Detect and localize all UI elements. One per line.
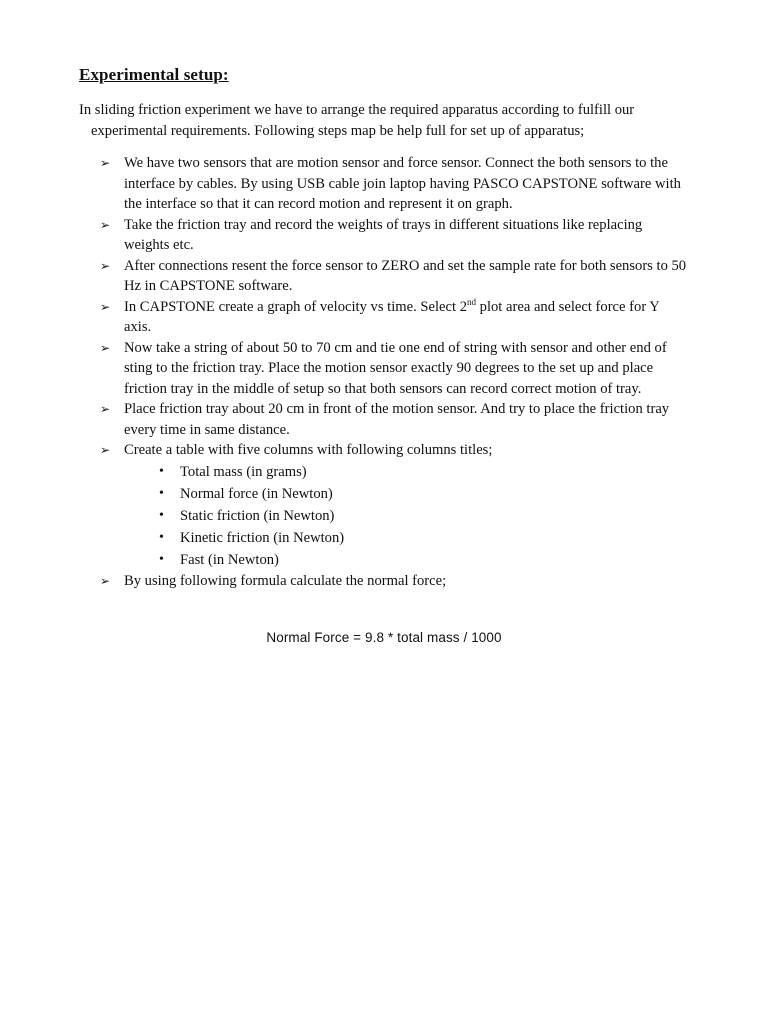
column-title-item <box>159 483 690 505</box>
column-title: Static friction (in Newton) <box>180 507 335 524</box>
intro-paragraph <box>79 100 679 141</box>
step-text: By using following formula calculate the normal force; <box>124 572 447 589</box>
table-columns-list <box>124 461 690 571</box>
intro-line-1: In sliding friction experiment we have to arrange the required apparatus according to fulfill our <box>79 102 635 118</box>
step-text-part: plot area and select force for Y axis. <box>124 298 660 335</box>
dot-bullet-icon: • <box>159 551 164 567</box>
dot-bullet-icon: • <box>159 507 164 523</box>
column-title-item <box>159 549 690 571</box>
arrow-bullet-icon: ➢ <box>100 217 111 232</box>
arrow-bullet-icon: ➢ <box>100 299 111 314</box>
normal-force-formula: Normal Force = 9.8 * total mass / 1000 <box>266 630 502 645</box>
step-text: After connections resent the force sensor to ZERO and set the sample rate for both sensors to 50 Hz in CAPSTONE software. <box>124 257 687 294</box>
arrow-bullet-icon: ➢ <box>100 443 111 457</box>
arrow-bullet-icon: ➢ <box>100 340 111 355</box>
dot-bullet-icon: • <box>159 485 164 501</box>
step-text: Create a table with five columns with following columns titles; <box>124 442 493 458</box>
step-item <box>100 440 690 571</box>
step-text: Take the friction tray and record the weights of trays in different situations like replacing weights etc. <box>124 216 643 253</box>
step-item <box>100 338 690 400</box>
step-item <box>100 215 690 256</box>
step-text: We have two sensors that are motion sensor and force sensor. Connect the both sensors to the interface by cables. By using USB cable join laptop having PASCO CAPSTONE software with the interface so that it can record motion and represent it on graph. <box>124 155 681 212</box>
step-item <box>100 256 690 297</box>
arrow-bullet-icon: ➢ <box>100 258 111 273</box>
arrow-bullet-icon: ➢ <box>100 402 111 416</box>
step-text: Place friction tray about 20 cm in front of the motion sensor. And try to place the friction tray every time in same distance. <box>124 401 670 438</box>
arrow-bullet-icon: ➢ <box>100 573 111 588</box>
column-title: Total mass (in grams) <box>180 463 307 480</box>
dot-bullet-icon: • <box>159 529 164 545</box>
column-title-item <box>159 505 690 527</box>
step-item <box>100 399 690 440</box>
column-title: Fast (in Newton) <box>180 551 279 568</box>
arrow-bullet-icon: ➢ <box>100 156 111 170</box>
column-title: Normal force (in Newton) <box>180 485 333 502</box>
step-text-part: In CAPSTONE create a graph of velocity vs time. Select 2 <box>124 298 468 315</box>
ordinal-suffix: nd <box>467 296 477 307</box>
column-title-item <box>159 527 690 549</box>
dot-bullet-icon: • <box>159 463 164 479</box>
step-item <box>100 571 690 592</box>
column-title-item <box>159 461 690 483</box>
step-text <box>124 297 690 338</box>
step-item <box>100 153 690 215</box>
setup-steps-list <box>100 153 690 591</box>
step-text: Now take a string of about 50 to 70 cm and tie one end of string with sensor and other end of sting to the friction tray. Place the motion sensor exactly 90 degrees to the set up and place friction tray in the middle of setup so that both sensors can record correct motion of tray. <box>124 339 667 397</box>
column-title: Kinetic friction (in Newton) <box>180 529 345 546</box>
step-item <box>100 297 690 338</box>
section-heading: Experimental setup: <box>79 65 229 84</box>
intro-line-2: experimental requirements. Following steps map be help full for set up of apparatus; <box>91 122 585 139</box>
